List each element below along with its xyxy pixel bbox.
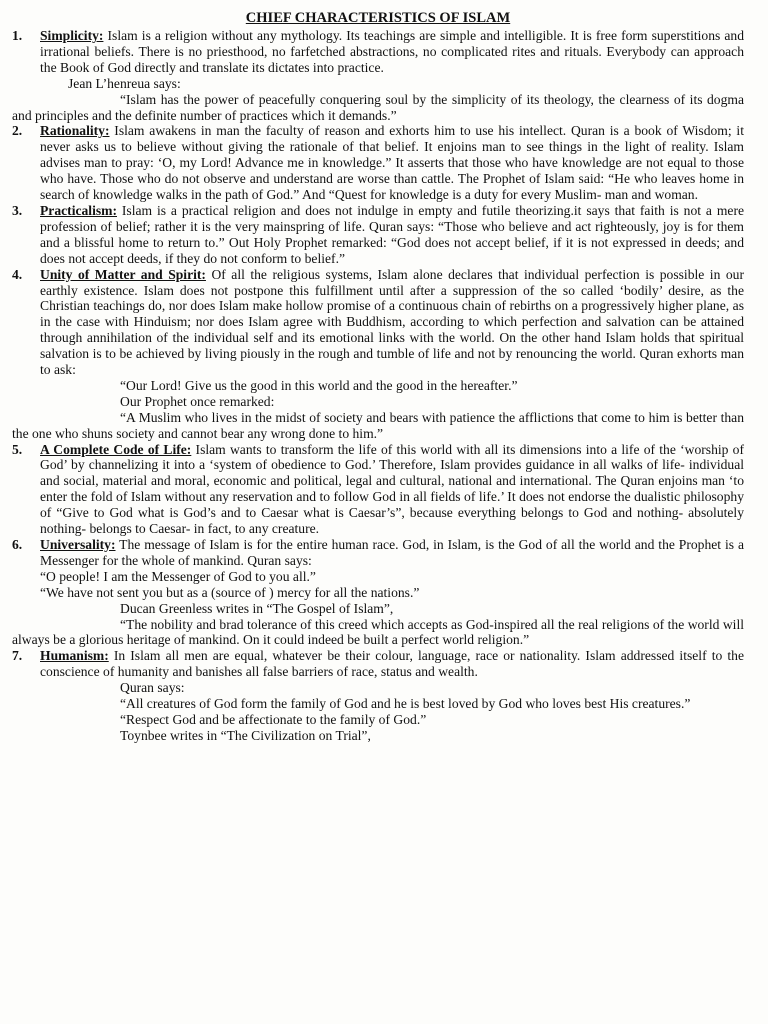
item-text: Islam awakens in man the faculty of reason and exhorts him to use his intellect. Quran is a book of Wisdom; it never asks us to believe without giving the rationale of that belief. It enjoins man to see things in the light of reality. Islam advises man to pray: ‘O, my Lord! Advance me in knowledge.” It asserts that those who have knowledge are not equal to those who have. Those who do not observe and understand are worse than cattle. The Prophet of Islam said: “He who leaves home in search of knowledge walks in the path of God.” And “Quest for knowledge is a duty for every Muslim- man and woman. — [40, 123, 744, 203]
item-heading: A Complete Code of Life: — [40, 441, 192, 457]
item-quote: “The nobility and brad tolerance of this creed which accepts as God-inspired all the real religions of the world will always be a glorious heritage of mankind. On it could indeed be built a perfect world religion.” — [12, 616, 744, 648]
item-attribution: Jean L’henreua says: — [68, 75, 181, 91]
item-number: 2. — [12, 123, 23, 139]
item-text: Islam is a religion without any mythology. Its teachings are simple and intelligible. It is free form superstitions and irrational beliefs. There is no priesthood, no farfetched abstractions, no complicated rites and rituals. Everybody can approach the Book of God directly and translate its dictates into practice. — [40, 28, 744, 75]
item-quote: “Islam has the power of peacefully conquering soul by the simplicity of its theology, the clearness of its dogma and principles and the definite number of practices which it demands.” — [12, 91, 744, 123]
item-quote: “We have not sent you but as a (source of ) mercy for all the nations.” — [40, 584, 420, 600]
item-text: In Islam all men are equal, whatever be their colour, language, race or nationality. Islam addressed itself to the conscience of humanity and banishes all false barriers of race, status and wealth. — [40, 648, 744, 680]
item-quote: “Our Lord! Give us the good in this world and the good in the hereafter.” — [120, 377, 518, 393]
item-attribution: Our Prophet once remarked: — [120, 393, 275, 409]
list-item-humanism — [12, 648, 744, 743]
list-item-universality — [12, 537, 744, 648]
item-text: Islam wants to transform the life of this world with all its dimensions into a life of the ‘worship of God’ by channelizing it into a ‘system of obedience to God.’ Therefore, Islam provides guidance in all walks of life- individual and social, material and moral, economic and political, legal and cultural, national and international. The Quran enjoins man ‘to enter the fold of Islam without any reservation and to follow God in all fields of life.’ It does not endorse the dualistic philosophy of “Give to God what is God’s and to Caesar what is Caesar’s”, because everything belongs to God and nothing- absolutely nothing- belongs to Caesar- in fact, to any creature. — [40, 441, 744, 537]
item-attribution: Toynbee writes in “The Civilization on Trial”, — [120, 727, 371, 743]
item-number: 5. — [12, 441, 23, 457]
item-number: 1. — [12, 28, 23, 43]
list-item-practicalism — [12, 203, 744, 267]
item-number: 3. — [12, 202, 23, 218]
item-heading: Universality: — [40, 537, 116, 552]
item-text: Of all the religious systems, Islam alone declares that individual perfection is possible in our earthly existence. Islam does not postpone this fulfillment until after a suppression of the so called ‘bodily’ desire, as the Christian teachings do, nor does Islam make hollow promise of a continuous chain of rebirths on a progressively higher plane, as in the case with Hinduism; nor does Islam agree with Buddhism, according to which perfection and salvation can be attained through annihilation of the individual self and its emotional links with the world. On the other hand Islam holds that spiritual salvation is to be achieved by living piously in the rough and tumble of life and not by renouncing the world. Quran exhorts man to ask: — [40, 266, 744, 378]
item-number: 6. — [12, 537, 23, 552]
list-item-complete-code-of-life — [12, 442, 744, 537]
item-text: The message of Islam is for the entire human race. God, in Islam, is the God of all the world and the Prophet is a Messenger for the whole of mankind. Quran says: — [40, 537, 744, 568]
item-attribution: Ducan Greenless writes in “The Gospel of Islam”, — [120, 600, 394, 616]
item-number: 7. — [12, 648, 23, 664]
item-heading: Unity of Matter and Spirit: — [40, 266, 206, 282]
list-item-unity-of-matter-and-spirit — [12, 267, 744, 442]
item-quote: “Respect God and be affectionate to the family of God.” — [120, 711, 427, 727]
list-item-simplicity — [12, 28, 744, 123]
item-number: 4. — [12, 266, 23, 282]
item-heading: Practicalism: — [40, 202, 117, 218]
item-quote: “A Muslim who lives in the midst of society and bears with patience the afflictions that come to him is better than the one who shuns society and cannot bear any wrong done to him.” — [12, 409, 744, 441]
item-text: Islam is a practical religion and does not indulge in empty and futile theorizing.it says that faith is not a mere profession of belief; rather it is the very mainspring of life. Quran says: “Those who believe and act righteously, joy is for them and a blissful home to return to.” Out Holy Prophet remarked: “God does not accept belief, if it is not expressed in deeds; and does not accept deeds, if they do not conform to belief.” — [40, 202, 744, 266]
item-heading: Simplicity: — [40, 28, 104, 43]
item-quote: “All creatures of God form the family of God and he is best loved by God who loves best His creatures.” — [120, 696, 691, 712]
document-title: CHIEF CHARACTERISTICS OF ISLAM — [245, 10, 511, 26]
item-quote: “O people! I am the Messenger of God to you all.” — [40, 568, 316, 584]
item-attribution: Quran says: — [120, 680, 185, 696]
item-heading: Humanism: — [40, 648, 109, 664]
list-item-rationality — [12, 123, 744, 203]
item-heading: Rationality: — [40, 123, 110, 139]
